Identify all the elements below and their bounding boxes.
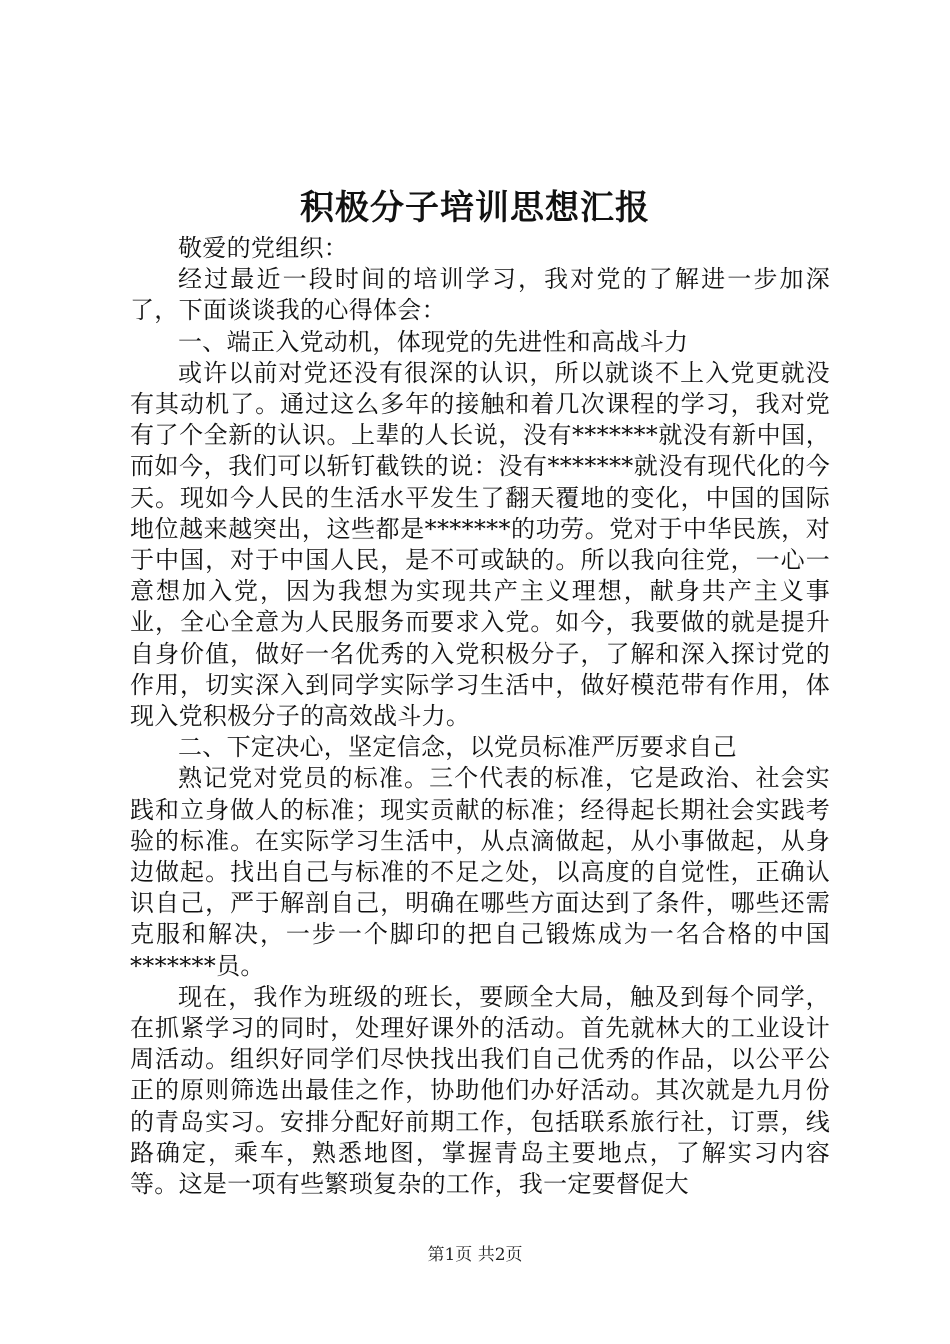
intro-paragraph: 经过最近一段时间的培训学习，我对党的了解进一步加深了，下面谈谈我的心得体会： bbox=[130, 265, 830, 325]
salutation: 敬爱的党组织： bbox=[178, 234, 349, 262]
page-footer: 第1页 共2页 bbox=[427, 1245, 523, 1265]
document-body bbox=[130, 233, 830, 1200]
document-title: 积极分子培训思想汇报 bbox=[300, 188, 650, 228]
body-paragraph: 熟记党对党员的标准。三个代表的标准，它是政治、社会实践和立身做人的标准；现实贡献的标准；经得起长期社会实践考验的标准。在实际学习生活中，从点滴做起，从小事做起，从身边做起。找出自己与标准的不足之处，以高度的自觉性，正确认识自己，严于解剖自己，明确在哪些方面达到了条件，哪些还需克服和解决，一步一个脚印的把自己锻炼成为一名合格的中国*******员。 bbox=[130, 764, 830, 980]
body-paragraph: 现在，我作为班级的班长，要顾全大局，触及到每个同学，在抓紧学习的同时，处理好课外的活动。首先就林大的工业设计周活动。组织好同学们尽快找出我们自己优秀的作品，以公平公正的原则筛选出最佳之作，协助他们办好活动。其次就是九月份的青岛实习。安排分配好前期工作，包括联系旅行社，订票，线路确定，乘车，熟悉地图，掌握青岛主要地点，了解实习内容等。这是一项有些繁琐复杂的工作，我一定要督促大 bbox=[130, 982, 830, 1199]
section-heading-2: 二、下定决心，坚定信念，以党员标准严厉要求自己 bbox=[178, 733, 737, 762]
body-paragraph: 或许以前对党还没有很深的认识，所以就谈不上入党更就没有其动机了。通过这么多年的接触和着几次课程的学习，我对党有了个全新的认识。上辈的人长说，没有*******就没有新中国，而如今，我们可以斩钉截铁的说：没有*******就没有现代化的今天。现如今人民的生活水平发生了翻天覆地的变化，中国的国际地位越来越突出，这些都是*******的功劳。党对于中华民族，对于中国，对于中国人民，是不可或缺的。所以我向往党，一心一意想加入党，因为我想为实现共产主义理想，献身共产主义事业，全心全意为人民服务而要求入党。如今，我要做的就是提升自身价值，做好一名优秀的入党积极分子，了解和深入探讨党的作用，切实深入到同学实际学习生活中，做好模范带有作用，体现入党积极分子的高效战斗力。 bbox=[130, 358, 830, 731]
section-heading-1: 一、端正入党动机，体现党的先进性和高战斗力 bbox=[178, 327, 689, 356]
